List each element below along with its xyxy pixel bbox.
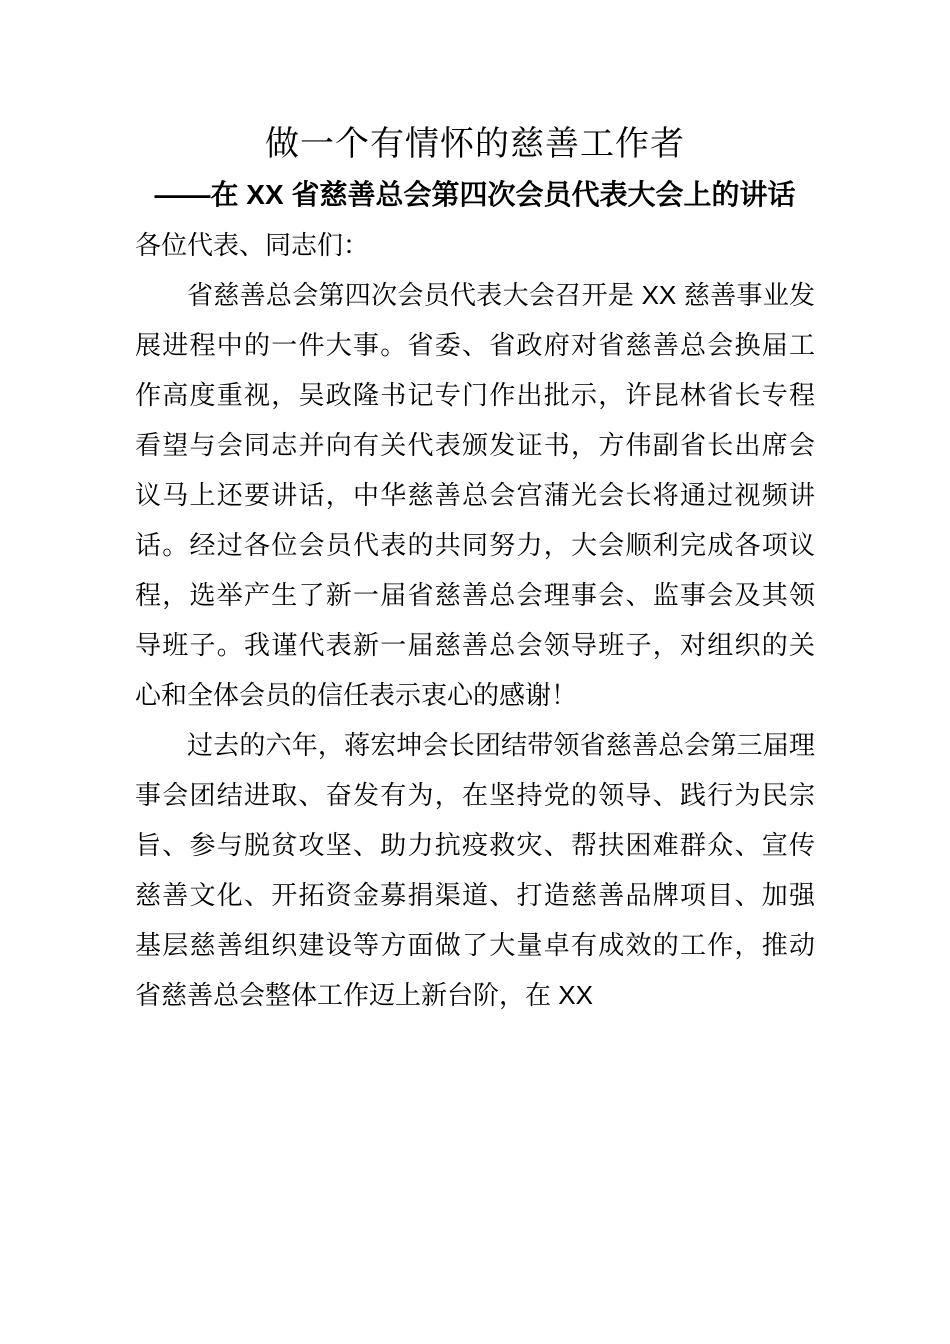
paragraph — [135, 270, 815, 720]
text-line: 过去的六年，蒋宏坤会长团结带领省慈善总会第三届理 — [187, 730, 815, 760]
paragraphs-container — [135, 270, 815, 1020]
text-line: 程，选举产生了新一届省慈善总会理事会、监事会及其领 — [135, 580, 815, 610]
text-line: 话。经过各位会员代表的共同努力，大会顺利完成各项议 — [135, 530, 815, 560]
text-line: 省慈善总会第四次会员代表大会召开是 XX 慈善事业发 — [187, 280, 815, 310]
text-line: 心和全体会员的信任表示衷心的感谢！ — [135, 680, 578, 710]
document-subtitle: ——在 XX 省慈善总会第四次会员代表大会上的讲话 — [154, 179, 796, 210]
text-line: 省慈善总会整体工作迈上新台阶，在 XX — [135, 980, 593, 1010]
text-line: 事会团结进取、奋发有为，在坚持党的领导、践行为民宗 — [135, 780, 815, 810]
text-line: 展进程中的一件大事。省委、省政府对省慈善总会换届工 — [135, 330, 815, 360]
salutation-line: 各位代表、同志们： — [135, 230, 370, 260]
document-title: 做一个有情怀的慈善工作者 — [265, 125, 685, 163]
paragraph — [135, 720, 815, 1020]
text-line: 慈善文化、开拓资金募捐渠道、打造慈善品牌项目、加强 — [135, 880, 815, 910]
text-line: 看望与会同志并向有关代表颁发证书，方伟副省长出席会 — [135, 430, 815, 460]
text-line: 基层慈善组织建设等方面做了大量卓有成效的工作，推动 — [135, 930, 815, 960]
text-line: 导班子。我谨代表新一届慈善总会领导班子，对组织的关 — [135, 630, 815, 660]
text-line: 旨、参与脱贫攻坚、助力抗疫救灾、帮扶困难群众、宣传 — [135, 830, 815, 860]
text-line: 议马上还要讲话，中华慈善总会宫蒲光会长将通过视频讲 — [135, 480, 815, 510]
text-line: 作高度重视，吴政隆书记专门作出批示，许昆林省长专程 — [135, 380, 815, 410]
